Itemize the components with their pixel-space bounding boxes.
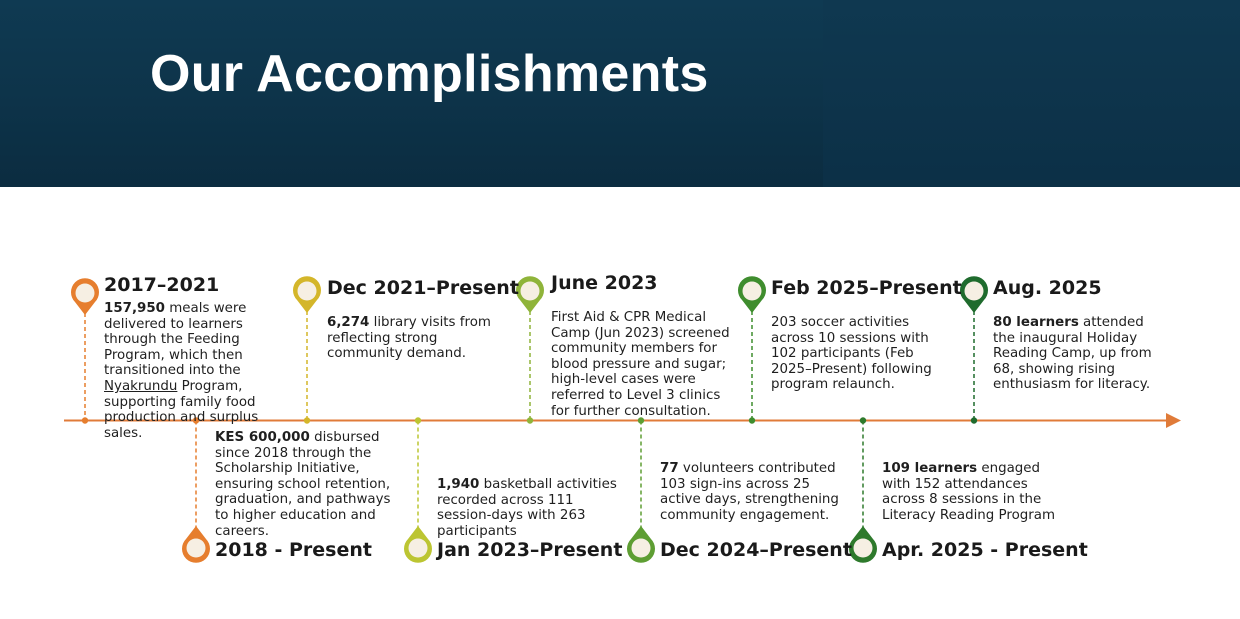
milestone-7-text: 203 soccer activities across 10 sessions with 102 participants (Feb 2025–Present) following program relaunch. xyxy=(771,315,932,393)
milestone-4-text: basketball activities recorded across 111 session-days with 263 participants xyxy=(437,477,617,539)
milestone-8-highlight: 109 learners xyxy=(882,461,978,476)
milestone-3-highlight: 6,274 xyxy=(327,315,370,330)
milestone-1-date: 2017–2021 xyxy=(104,274,220,296)
milestone-5-pin-icon xyxy=(516,276,544,313)
milestone-9-axis-dot xyxy=(971,417,977,423)
milestone-1-text: meals were delivered to learners through the Feeding Program, which then transitioned into the xyxy=(104,301,247,379)
milestone-2-date: 2018 - Present xyxy=(215,539,372,561)
milestone-2-highlight: KES 600,000 xyxy=(215,430,310,445)
milestone-1-text-after: Program, supporting family food production and surplus sales. xyxy=(104,378,259,441)
milestone-9-text: attended the inaugural Holiday Reading Camp, up from 68, showing rising enthusiasm for literacy. xyxy=(993,315,1152,393)
milestone-5-date: June 2023 xyxy=(551,272,658,294)
milestone-3-axis-dot xyxy=(304,417,310,423)
milestone-8-pin-icon xyxy=(849,526,877,563)
milestone-5-text: First Aid & CPR Medical Camp (Jun 2023) screened community members for blood pressure and sugar; high-level cases were referred to Level 3 clinics for further consultation. xyxy=(551,310,730,419)
milestone-1-pin-icon xyxy=(71,278,99,315)
milestone-6-highlight: 77 xyxy=(660,461,679,476)
timeline-arrowhead xyxy=(1166,413,1181,428)
milestone-4-date: Jan 2023–Present xyxy=(437,539,623,561)
milestone-1-description xyxy=(104,301,286,441)
milestone-4-description xyxy=(437,477,627,539)
milestone-3-text: library visits from reflecting strong community demand. xyxy=(327,315,491,362)
milestone-5-axis-dot xyxy=(527,417,533,423)
milestone-9-description xyxy=(993,315,1169,393)
milestone-9-highlight: 80 learners xyxy=(993,315,1079,330)
milestone-5-description xyxy=(551,310,735,419)
milestone-6-pin-icon xyxy=(627,526,655,563)
milestone-6-text: volunteers contributed 103 sign-ins across 25 active days, strengthening community engagement. xyxy=(660,461,839,523)
milestone-4-highlight: 1,940 xyxy=(437,477,480,492)
milestone-8-text: engaged with 152 attendances across 8 sessions in the Literacy Reading Program xyxy=(882,461,1056,523)
milestone-8-date: Apr. 2025 - Present xyxy=(882,539,1088,561)
milestone-7-pin-icon xyxy=(738,276,766,313)
milestone-9-pin-icon xyxy=(960,276,988,313)
milestone-2-text: disbursed since 2018 through the Scholarship Initiative, ensuring school retention, graduation, and pathways to higher education and careers. xyxy=(215,430,391,539)
milestone-3-date: Dec 2021–Present xyxy=(327,277,519,299)
milestone-6-date: Dec 2024–Present xyxy=(660,539,852,561)
milestone-1-axis-dot xyxy=(82,417,88,423)
milestone-2-pin-icon xyxy=(182,526,210,563)
milestone-8-axis-dot xyxy=(860,417,866,423)
milestone-7-axis-dot xyxy=(749,417,755,423)
milestone-1-highlight: 157,950 xyxy=(104,301,165,316)
page-title: Our Accomplishments xyxy=(150,45,709,103)
milestone-1-underlined: Nyakrundu xyxy=(104,378,178,394)
milestone-6-description xyxy=(660,461,852,523)
milestone-3-pin-icon xyxy=(293,276,321,313)
milestone-2-description xyxy=(215,430,403,539)
milestone-8-description xyxy=(882,461,1058,523)
milestone-7-date: Feb 2025–Present xyxy=(771,277,962,299)
milestone-3-description xyxy=(327,315,509,362)
milestone-7-description xyxy=(771,315,949,393)
milestone-4-axis-dot xyxy=(415,417,421,423)
milestone-4-pin-icon xyxy=(404,526,432,563)
milestone-9-date: Aug. 2025 xyxy=(993,277,1102,299)
